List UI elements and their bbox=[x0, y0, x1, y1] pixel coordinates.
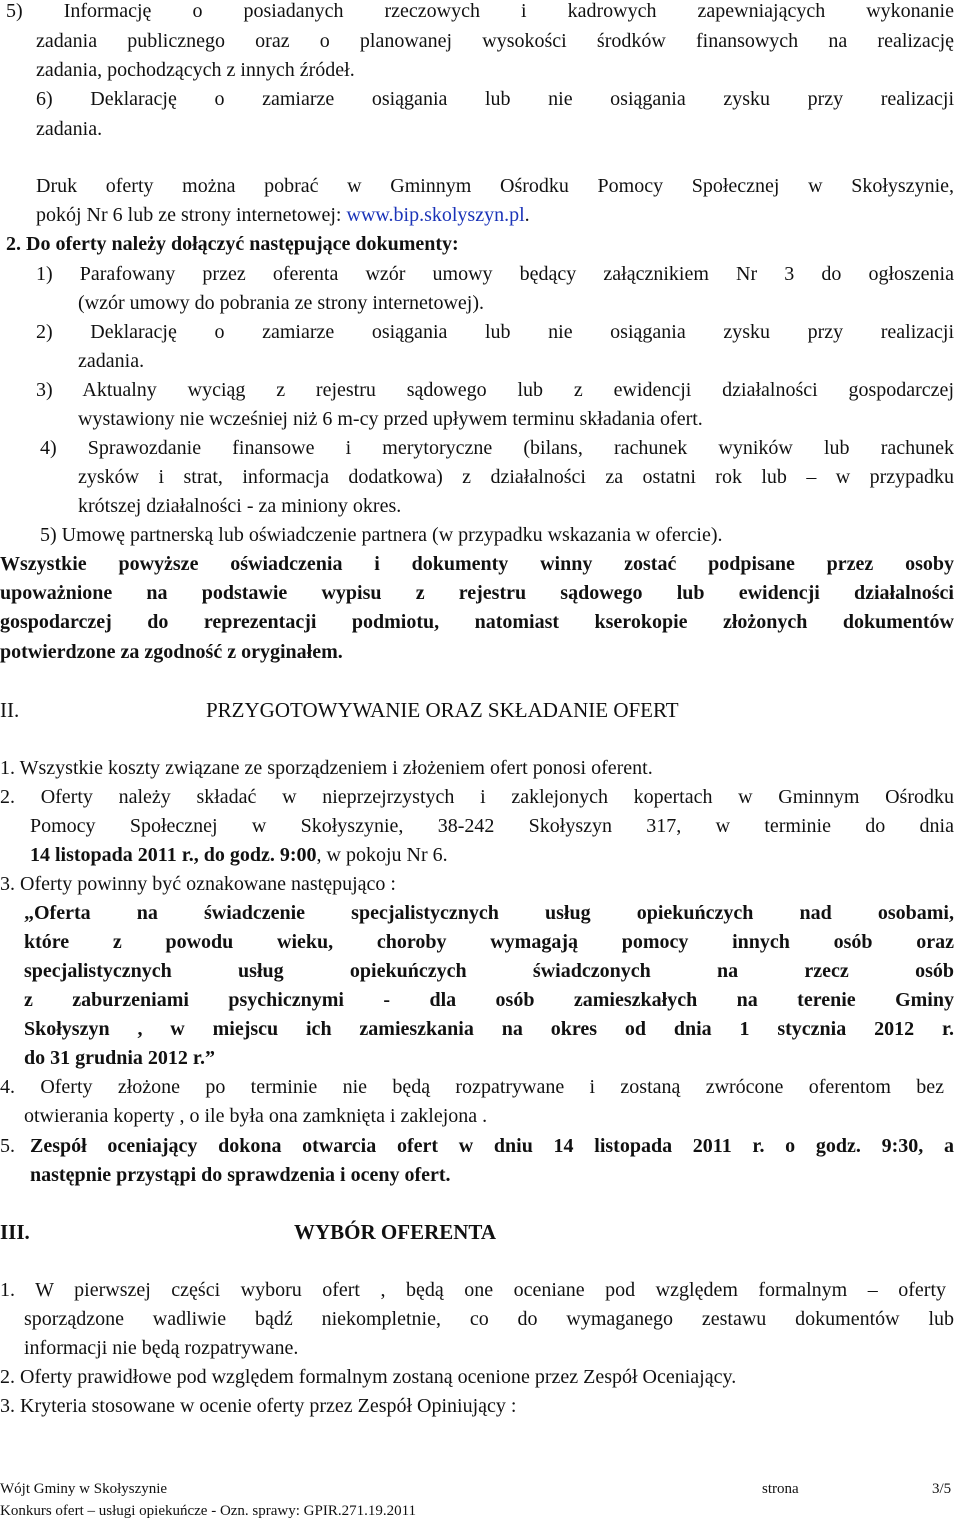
list-item-6-line1: 6) Deklarację o zamiarze osiągania lub nie osiągania zysku przy realizacji bbox=[36, 88, 954, 110]
footer-page-number: 3/5 bbox=[932, 1481, 952, 1497]
section-2-title: PRZYGOTOWYWANIE ORAZ SKŁADANIE OFERT bbox=[206, 698, 679, 722]
section-2-item-3: 3. Oferty powinny być oznakowane następująco : bbox=[0, 873, 396, 895]
doc-item-4-line2: zysków i strat, informacja dodatkowa) z działalności za ostatni rok lub – w przypadku bbox=[78, 466, 954, 488]
footer-author: Wójt Gminy w Skołyszynie bbox=[0, 1481, 168, 1497]
section-2-item-4-line2: otwierania koperty , o ile była ona zamknięta i zaklejona . bbox=[24, 1105, 488, 1127]
section-2-item-4-line1: 4. Oferty złożone po terminie nie będą rozpatrywane i zostaną zwrócone oferentom bez bbox=[0, 1076, 944, 1098]
form-download-suffix: . bbox=[524, 204, 530, 226]
envelope-label-line4: z zaburzeniami psychicznymi - dla osób zamieszkałych na terenie Gminy bbox=[24, 989, 954, 1011]
submission-deadline: 14 listopada 2011 r., do godz. 9:00 bbox=[30, 844, 317, 866]
doc-item-2-line2: zadania. bbox=[78, 350, 145, 372]
footer-page-label: strona bbox=[762, 1481, 799, 1497]
doc-item-3-line2: wystawiony nie wcześniej niż 6 m-cy przed upływem terminu składania ofert. bbox=[78, 408, 703, 430]
doc-item-3-line1: 3) Aktualny wyciąg z rejestru sądowego lub z ewidencji działalności gospodarczej bbox=[36, 379, 954, 401]
section-3-item-2: 2. Oferty prawidłowe pod względem formalnym zostaną ocenione przez Zespół Oceniający. bbox=[0, 1366, 737, 1388]
section-3-item-1-line1: 1. W pierwszej części wyboru ofert , będą one oceniane pod względem formalnym – oferty bbox=[0, 1279, 946, 1301]
section-3-item-3: 3. Kryteria stosowane w ocenie oferty przez Zespół Opiniujący : bbox=[0, 1395, 517, 1417]
section-2-item-5-number: 5. bbox=[0, 1135, 15, 1157]
list-item-5-line1: 5) Informację o posiadanych rzeczowych i kadrowych zapewniających wykonanie bbox=[6, 0, 954, 22]
list-item-6-line2: zadania. bbox=[36, 118, 103, 140]
footer-case-reference: Konkurs ofert – usługi opiekuńcze - Ozn. sprawy: GPIR.271.19.2011 bbox=[0, 1503, 417, 1519]
notice-line4: potwierdzone za zgodność z oryginałem. bbox=[0, 641, 343, 663]
section-3-item-1-line2: sporządzone wadliwie bądź niekompletnie, co do wymaganego zestawu dokumentów lub bbox=[24, 1308, 954, 1330]
section-2-item-5-line2: następnie przystąpi do sprawdzenia i oceny ofert. bbox=[30, 1164, 451, 1186]
documents-heading: 2. Do oferty należy dołączyć następujące dokumenty: bbox=[6, 233, 459, 255]
notice-line3: gospodarczej do reprezentacji podmiotu, natomiast kserokopie złożonych dokumentów bbox=[0, 611, 954, 633]
envelope-label-line1: „Oferta na świadczenie specjalistycznych usług opiekuńczych nad osobami, bbox=[24, 902, 954, 924]
list-item-5-line3: zadania, pochodzących z innych źródeł. bbox=[36, 59, 355, 81]
section-3-item-1-line3: informacji nie będą rozpatrywane. bbox=[24, 1337, 299, 1359]
doc-item-5-line1: 5) Umowę partnerską lub oświadczenie partnera (w przypadku wskazania w ofercie). bbox=[40, 524, 723, 546]
envelope-label-line2: które z powodu wieku, choroby wymagają pomocy innych osób oraz bbox=[24, 931, 954, 953]
section-2-number: II. bbox=[0, 698, 20, 722]
section-3-number: III. bbox=[0, 1220, 30, 1244]
doc-item-4-line3: krótszej działalności - za miniony okres. bbox=[78, 495, 402, 517]
form-download-prefix: pokój Nr 6 lub ze strony internetowej: bbox=[36, 204, 347, 226]
doc-item-2-line1: 2) Deklarację o zamiarze osiągania lub nie osiągania zysku przy realizacji bbox=[36, 321, 954, 343]
section-2-item-2-line3 bbox=[30, 845, 448, 865]
section-2-item-5-line1: Zespół oceniający dokona otwarcia ofert w dniu 14 listopada 2011 r. o godz. 9:30, a bbox=[30, 1135, 954, 1157]
envelope-label-line5: Skołyszyn , w miejscu ich zamieszkania na okres od dnia 1 stycznia 2012 r. bbox=[24, 1018, 954, 1040]
doc-item-1-line1: 1) Parafowany przez oferenta wzór umowy będący załącznikiem Nr 3 do ogłoszenia bbox=[36, 263, 954, 285]
form-download-line2 bbox=[36, 205, 530, 225]
doc-item-1-line2: (wzór umowy do pobrania ze strony internetowej). bbox=[78, 292, 484, 314]
envelope-label-line6: do 31 grudnia 2012 r.” bbox=[24, 1047, 215, 1069]
section-2-item-1: 1. Wszystkie koszty związane ze sporządzeniem i złożeniem ofert ponosi oferent. bbox=[0, 757, 653, 779]
notice-line2: upoważnione na podstawie wypisu z rejestru sądowego lub ewidencji działalności bbox=[0, 582, 954, 604]
form-download-line1: Druk oferty można pobrać w Gminnym Ośrodku Pomocy Społecznej w Skołyszynie, bbox=[36, 175, 954, 197]
section-2-item-2-line2: Pomocy Społecznej w Skołyszynie, 38-242 Skołyszyn 317, w terminie do dnia bbox=[30, 815, 954, 837]
notice-line1: Wszystkie powyższe oświadczenia i dokumenty winny zostać podpisane przez osoby bbox=[0, 553, 954, 575]
section-2-item-2-line1: 2. Oferty należy składać w nieprzejrzystych i zaklejonych kopertach w Gminnym Ośrodku bbox=[0, 786, 954, 808]
doc-item-4-line1: 4) Sprawozdanie finansowe i merytoryczne (bilans, rachunek wyników lub rachunek bbox=[40, 437, 954, 459]
section-3-title: WYBÓR OFERENTA bbox=[294, 1220, 497, 1244]
submission-room: , w pokoju Nr 6. bbox=[316, 844, 448, 866]
envelope-label-line3: specjalistycznych usług opiekuńczych świadczonych na rzecz osób bbox=[24, 960, 954, 982]
list-item-5-line2: zadania publicznego oraz o planowanej wysokości środków finansowych na realizację bbox=[36, 30, 954, 52]
bip-link[interactable]: www.bip.skolyszyn.pl bbox=[346, 204, 525, 226]
